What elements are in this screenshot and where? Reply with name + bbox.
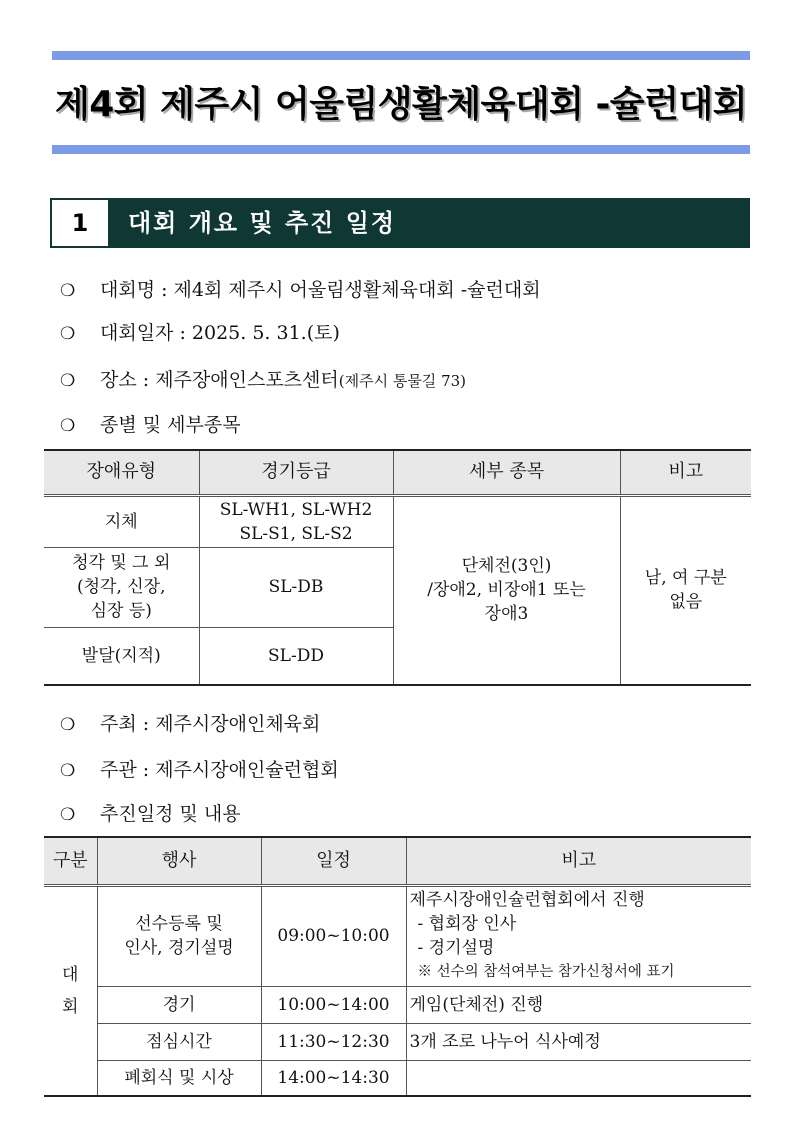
note-line: - 협회장 인사 bbox=[417, 914, 517, 934]
event-line: 장애3 bbox=[484, 604, 529, 625]
bullet-text: 주관 : 제주시장애인슐런협회 bbox=[100, 759, 339, 781]
bullet-text: 추진일정 및 내용 bbox=[100, 803, 241, 825]
note-line: 제주시장애인슐런협회에서 진행 bbox=[409, 890, 645, 910]
cell-type: 지체 bbox=[44, 495, 199, 547]
category-table bbox=[44, 449, 751, 686]
cell-activity: 점심시간 bbox=[97, 1023, 261, 1060]
bullet-marker: ❍ bbox=[60, 761, 76, 781]
bullet-text: 장소 : 제주장애인스포츠센터 bbox=[100, 369, 339, 391]
title-top-rule bbox=[52, 51, 750, 60]
cell-note bbox=[406, 1060, 751, 1096]
table-header-row bbox=[44, 450, 751, 495]
section-number: 1 bbox=[50, 198, 110, 248]
bullet-marker: ❍ bbox=[60, 371, 76, 391]
division-char: 회 bbox=[62, 996, 79, 1017]
cell-note: 3개 조로 나누어 식사예정 bbox=[406, 1023, 751, 1060]
cell-activity: 폐회식 및 시상 bbox=[97, 1060, 261, 1096]
note-line: - 경기설명 bbox=[417, 938, 495, 958]
event-line: /장애2, 비장애1 또는 bbox=[427, 580, 586, 601]
type-line: 청각 및 그 외 bbox=[72, 553, 171, 573]
bullet-text: 종별 및 세부종목 bbox=[100, 414, 241, 436]
bullet-marker: ❍ bbox=[60, 281, 76, 301]
cell-grade: SL-DD bbox=[199, 627, 393, 685]
grade-line: SL-WH1, SL-WH2 bbox=[219, 499, 373, 520]
table-row bbox=[44, 495, 751, 547]
bullet-marker: ❍ bbox=[60, 324, 76, 344]
bullet-venue bbox=[60, 365, 466, 395]
bullet-text: 주최 : 제주시장애인체육회 bbox=[100, 713, 321, 735]
note-line: ※ 선수의 참석여부는 참가신청서에 표기 bbox=[417, 964, 675, 980]
cell-note: 게임(단체전) 진행 bbox=[406, 986, 751, 1023]
table-header-row bbox=[44, 837, 751, 885]
cell-grade: SL-DB bbox=[199, 547, 393, 627]
bullet-host bbox=[60, 709, 320, 739]
cell-type bbox=[44, 547, 199, 627]
note-line: 남, 여 구분 bbox=[644, 568, 727, 589]
cell-grade bbox=[199, 495, 393, 547]
cell-event bbox=[393, 495, 620, 685]
division-char: 대 bbox=[62, 964, 79, 985]
cell-type: 발달(지적) bbox=[44, 627, 199, 685]
activity-line: 인사, 경기설명 bbox=[124, 938, 234, 958]
cell-time: 10:00~14:00 bbox=[261, 986, 406, 1023]
cell-note bbox=[406, 885, 751, 986]
table-row bbox=[44, 885, 751, 986]
title-bottom-rule bbox=[52, 145, 750, 154]
bullet-marker: ❍ bbox=[60, 715, 76, 735]
cell-note bbox=[620, 495, 751, 685]
header-activity: 행사 bbox=[97, 837, 261, 885]
section-header bbox=[50, 198, 750, 248]
type-line: 심장 등) bbox=[90, 601, 152, 621]
event-line: 단체전(3인) bbox=[461, 556, 552, 577]
table-row bbox=[44, 986, 751, 1023]
cell-activity bbox=[97, 885, 261, 986]
header-event: 세부 종목 bbox=[393, 450, 620, 495]
schedule-table bbox=[44, 836, 751, 1097]
bullet-schedule bbox=[60, 799, 241, 829]
venue-address: (제주시 통물길 73) bbox=[338, 372, 467, 390]
page-title: 제4회 제주시 어울림생활체육대회 -슐런대회 bbox=[54, 84, 748, 125]
bullet-organizer bbox=[60, 755, 339, 785]
grade-line: SL-S1, SL-S2 bbox=[239, 523, 353, 544]
header-note: 비고 bbox=[620, 450, 751, 495]
bullet-event-name bbox=[60, 275, 541, 305]
header-disability-type: 장애유형 bbox=[44, 450, 199, 495]
table-row bbox=[44, 1023, 751, 1060]
section-title: 대회 개요 및 추진 일정 bbox=[110, 198, 750, 248]
activity-line: 선수등록 및 bbox=[135, 914, 223, 934]
cell-activity: 경기 bbox=[97, 986, 261, 1023]
bullet-text: 대회명 : 제4회 제주시 어울림생활체육대회 -슐런대회 bbox=[100, 279, 541, 301]
bullet-marker: ❍ bbox=[60, 416, 76, 436]
cell-time: 09:00~10:00 bbox=[261, 885, 406, 986]
bullet-event-date bbox=[60, 318, 340, 348]
cell-division bbox=[44, 885, 97, 1096]
cell-time: 14:00~14:30 bbox=[261, 1060, 406, 1096]
header-note: 비고 bbox=[406, 837, 751, 885]
bullet-marker: ❍ bbox=[60, 805, 76, 825]
table-row bbox=[44, 1060, 751, 1096]
bullet-categories bbox=[60, 410, 241, 440]
type-line: (청각, 신장, bbox=[76, 577, 166, 597]
bullet-text: 대회일자 : 2025. 5. 31.(토) bbox=[100, 322, 340, 344]
cell-time: 11:30~12:30 bbox=[261, 1023, 406, 1060]
header-division: 구분 bbox=[44, 837, 97, 885]
header-time: 일정 bbox=[261, 837, 406, 885]
header-grade: 경기등급 bbox=[199, 450, 393, 495]
note-line: 없음 bbox=[669, 592, 703, 613]
